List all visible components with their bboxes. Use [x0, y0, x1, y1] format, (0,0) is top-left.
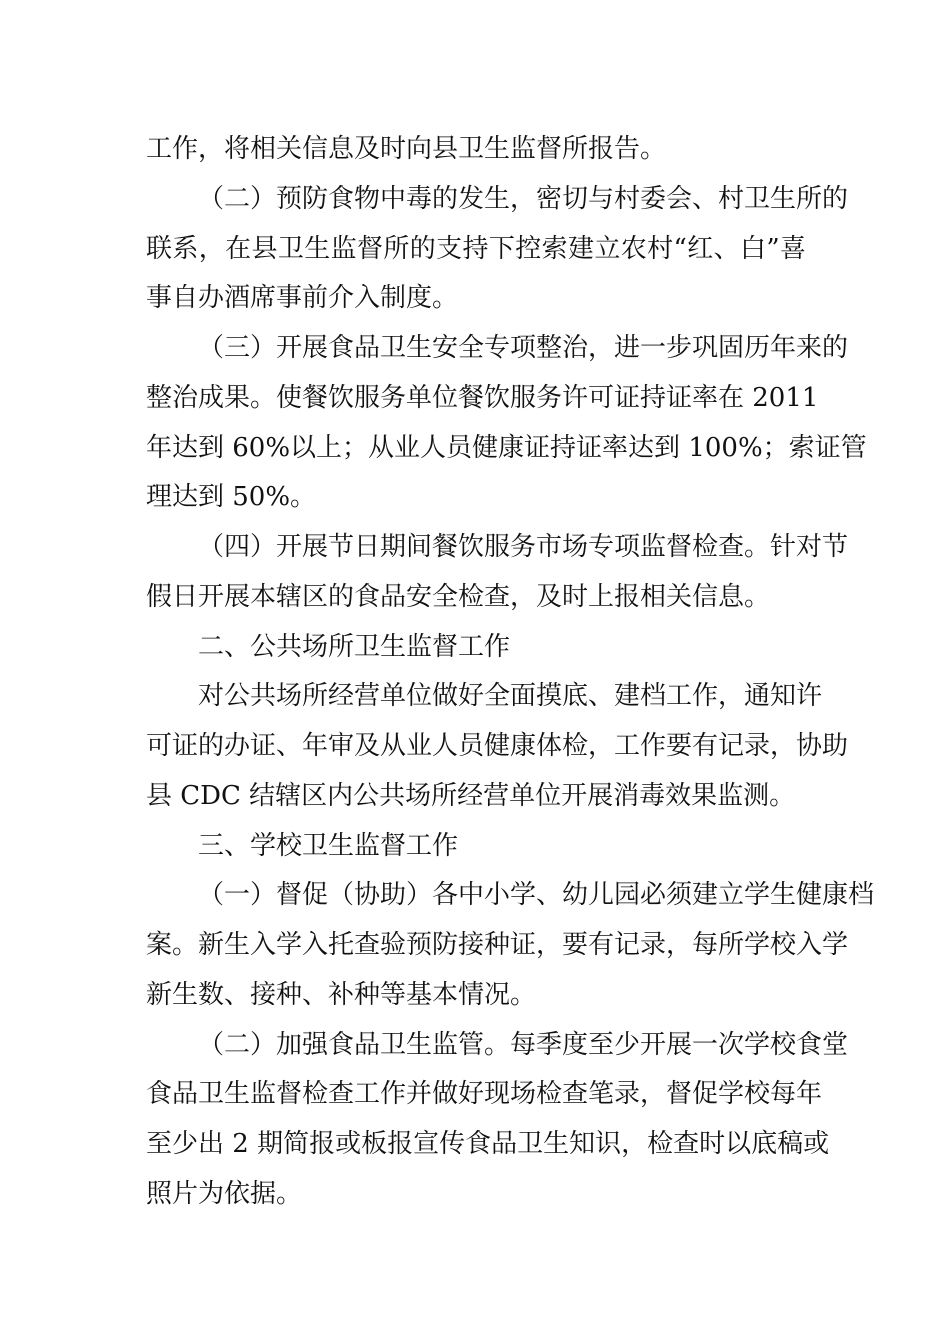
text-line: 理达到 50%。 — [146, 482, 317, 512]
text-line: 县 CDC 结辖区内公共场所经营单位开展消毒效果监测。 — [146, 781, 796, 811]
section-heading: 三、学校卫生监督工作 — [198, 831, 459, 861]
text-line: （二）预防食物中毒的发生，密切与村委会、村卫生所的 — [198, 184, 849, 214]
text-line: 可证的办证、年审及从业人员健康体检，工作要有记录，协助 — [146, 731, 849, 761]
text-line: 假日开展本辖区的食品安全检查，及时上报相关信息。 — [146, 582, 771, 612]
text-line: 工作，将相关信息及时向县卫生监督所报告。 — [146, 134, 667, 164]
text-line: 年达到 60%以上；从业人员健康证持证率达到 100%；索证管 — [146, 433, 867, 463]
text-line: （一）督促（协助）各中小学、幼儿园必须建立学生健康档 — [198, 880, 875, 910]
text-line: 事自办酒席事前介入制度。 — [146, 283, 459, 313]
text-line: （二）加强食品卫生监管。每季度至少开展一次学校食堂 — [198, 1030, 849, 1060]
text-line: 案。新生入学入托查验预防接种证，要有记录，每所学校入学 — [146, 930, 849, 960]
text-line: 对公共场所经营单位做好全面摸底、建档工作，通知许 — [198, 681, 823, 711]
text-line: （四）开展节日期间餐饮服务市场专项监督检查。针对节 — [198, 532, 849, 562]
text-line: （三）开展食品卫生安全专项整治，进一步巩固历年来的 — [198, 333, 849, 363]
text-line: 至少出 2 期简报或板报宣传食品卫生知识，检查时以底稿或 — [146, 1129, 830, 1159]
section-heading: 二、公共场所卫生监督工作 — [198, 632, 511, 662]
text-line: 新生数、接种、补种等基本情况。 — [146, 980, 537, 1010]
text-line: 食品卫生监督检查工作并做好现场检查笔录，督促学校每年 — [146, 1079, 823, 1109]
text-line: 整治成果。使餐饮服务单位餐饮服务许可证持证率在 2011 — [146, 383, 819, 413]
text-line: 联系，在县卫生监督所的支持下控索建立农村“红、白”喜 — [146, 234, 806, 264]
text-line: 照片为依据。 — [146, 1179, 303, 1209]
